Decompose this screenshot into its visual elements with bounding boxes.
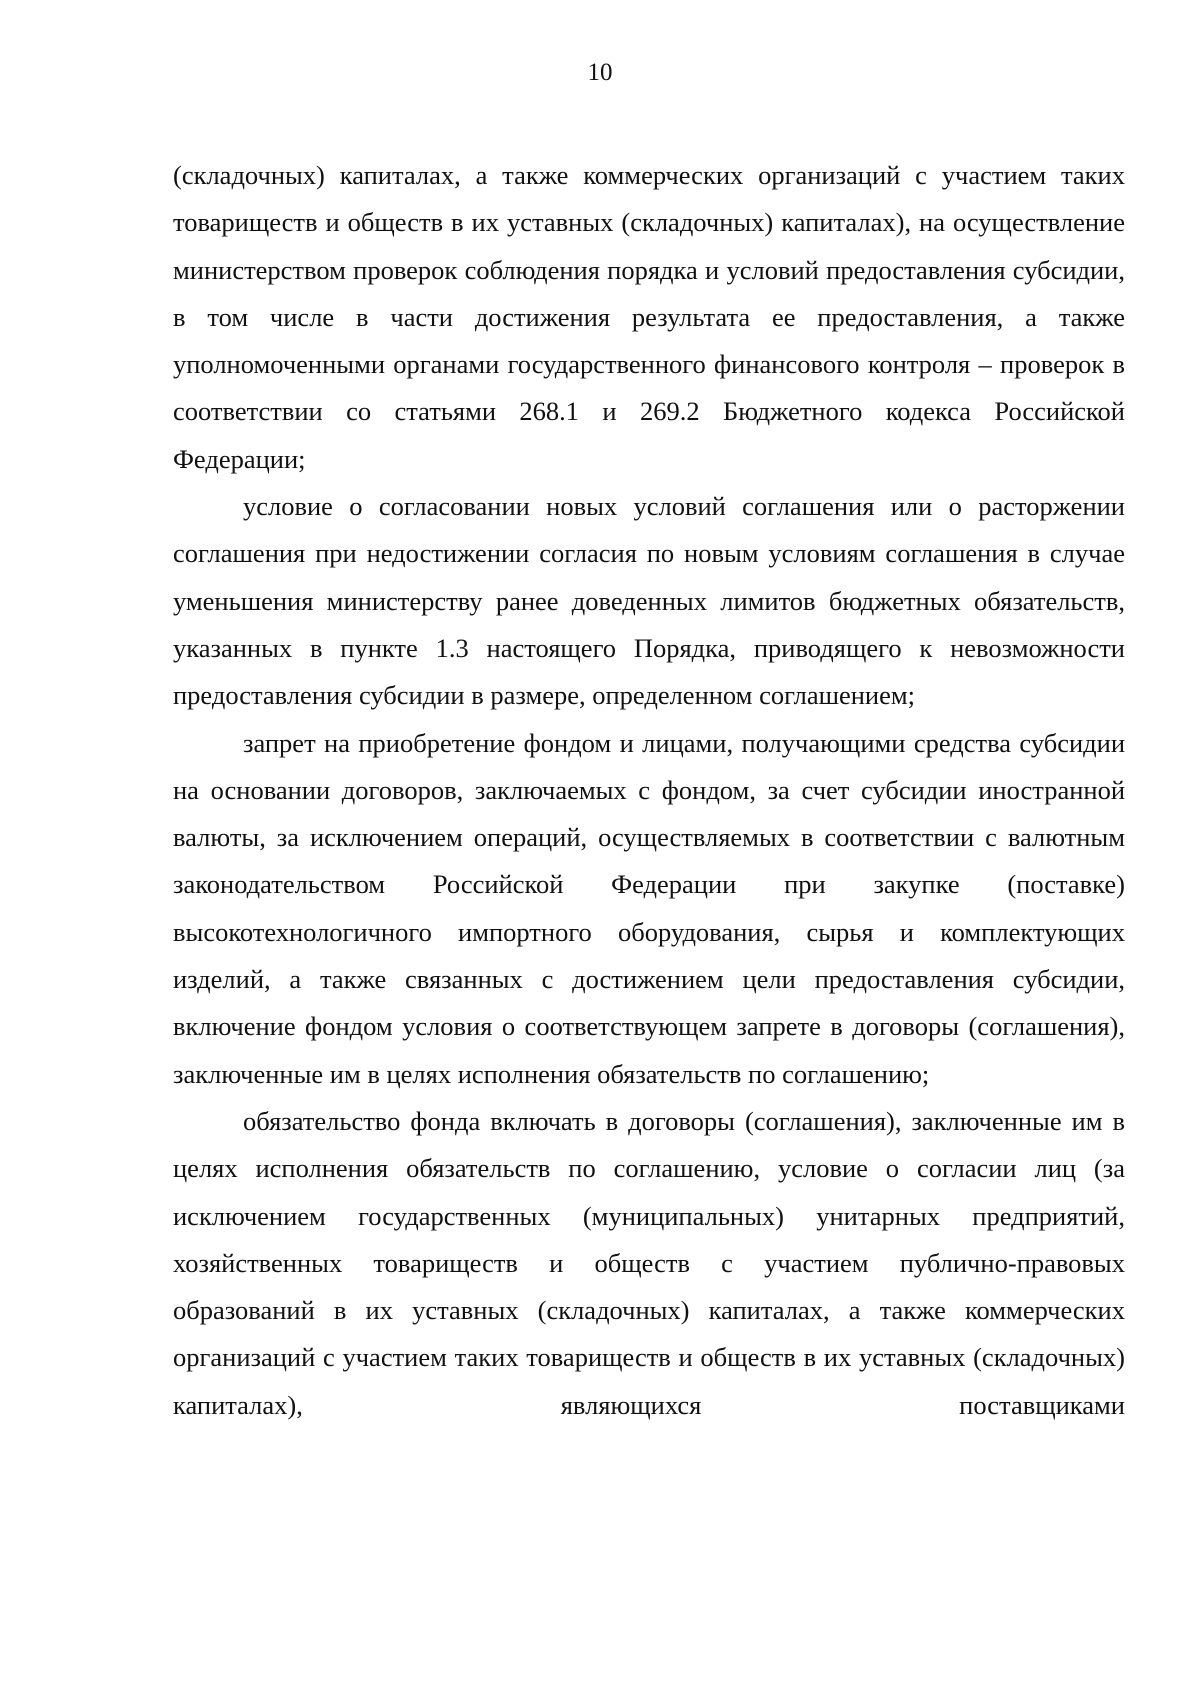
- paragraph-continuation: (складочных) капиталах, а также коммерческих организаций с участием таких товариществ и обществ в их уставных (складочных) капиталах), на осуществление министерством проверок соблюдения порядка и условий предоставления субсидии, в том числе в части достижения результата ее предоставления, а также уполномоченными органами государственного финансового контроля – проверок в соответствии со статьями 268.1 и 269.2 Бюджетного кодекса Российской Федерации;: [173, 160, 1125, 474]
- page-number: 10: [587, 59, 613, 86]
- paragraph-currency-prohibition: запрет на приобретение фондом и лицами, получающими средства субсидии на основании договоров, заключаемых с фондом, за счет субсидии иностранной валюты, за исключением операций, осуществляемых в соответствии с валютным законодательством Российской Федерации при закупке (поставке) высокотехнологичного импортного оборудования, сырья и комплектующих изделий, а также связанных с достижением цели предоставления субсидии, включение фондом условия о соответствующем запрете в договоры (соглашения), заключенные им в целях исполнения обязательств по соглашению;: [173, 727, 1125, 1089]
- paragraph-fund-obligation: обязательство фонда включать в договоры (соглашения), заключенные им в целях исполнения обязательств по соглашению, условие о согласии лиц (за исключением государственных (муниципальных) унитарных предприятий, хозяйственных товариществ и обществ с участием публично-правовых образований в их уставных (складочных) капиталах, а также коммерческих организаций с участием таких товариществ и обществ в их уставных (складочных) капиталах), являющихся поставщиками: [173, 1105, 1125, 1420]
- document-body: [173, 152, 1125, 1429]
- paragraph-agreement-condition: условие о согласовании новых условий соглашения или о расторжении соглашения при недостижении согласия по новым условиям соглашения в случае уменьшения министерству ранее доведенных лимитов бюджетных обязательств, указанных в пункте 1.3 настоящего Порядка, приводящего к невозможности предоставления субсидии в размере, определенном соглашением;: [173, 491, 1125, 711]
